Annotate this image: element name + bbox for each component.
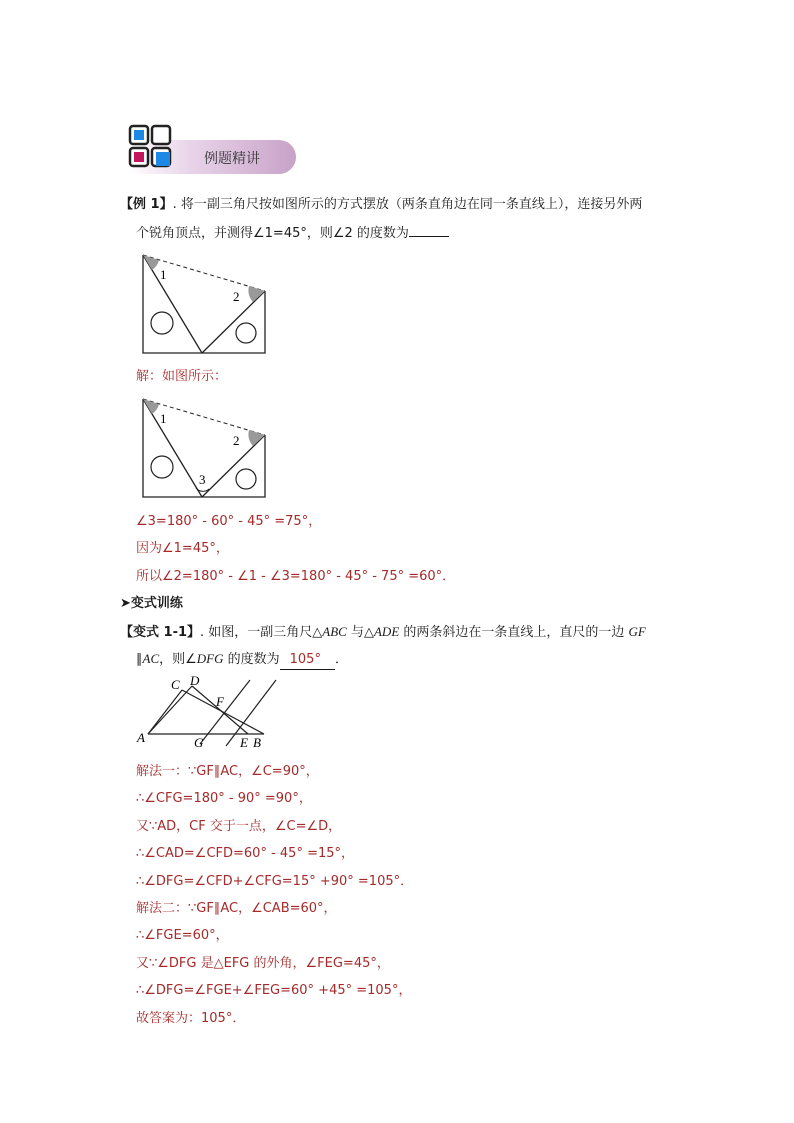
method2-line2: ∴∠FGE=60°， (136, 928, 229, 943)
example1-line2 (136, 222, 449, 243)
method1-line3: 又∵AD，CF 交于一点，∠C=∠D， (136, 819, 342, 834)
method1-line2: ∴∠CFG=180° - 90° =90°， (136, 791, 312, 806)
figure-triangles-2 (138, 394, 270, 502)
variant-text: 与△ (346, 625, 374, 640)
variant-text: . 如图，一副三角尺△ (200, 625, 323, 640)
solution-calc-1: ∠3=180° - 60° - 45° =75°， (136, 514, 322, 529)
variant-line2: ∥AC，则∠DFG 的度数为 105° ． (136, 650, 348, 670)
triangle-abc-label: ABC (322, 624, 347, 639)
answer-value: 105° (289, 652, 321, 667)
variant-text: ，则∠ (159, 652, 197, 667)
method1-line4: ∴∠CAD=∠CFD=60° - 45° =15°， (136, 846, 355, 861)
figure-ruler-triangles (132, 672, 280, 752)
method2-line5: 故答案为：105°． (136, 1011, 246, 1026)
angle-label-3: 3 (199, 472, 206, 487)
angle-label-1: 1 (160, 411, 167, 426)
answer-blank (409, 222, 449, 237)
variant-text: 的两条斜边在一条直线上，直尺的一边 (399, 625, 629, 640)
angle-label-1: 1 (160, 267, 167, 282)
angle-dfg-label: DFG (196, 651, 224, 666)
method1-line1: 解法一：∵GF∥AC，∠C=90°， (136, 764, 319, 779)
point-g-label: G (194, 735, 204, 750)
variant-text: ∥ (136, 652, 143, 667)
solution-calc-3: 所以∠2=180° - ∠1 - ∠3=180° - 45° - 75° =60°． (136, 569, 456, 584)
figure-triangles-1 (138, 250, 270, 358)
point-c-label: C (171, 677, 180, 692)
solution-calc-2: 因为∠1=45°， (136, 541, 229, 556)
solution-label: 解：如图所示： (136, 369, 228, 384)
example1-tag: 【例 1】 (120, 197, 173, 212)
point-b-label: B (253, 735, 261, 750)
banner-title: 例题精讲 (204, 151, 260, 167)
section-heading (120, 595, 183, 613)
segment-ac-label: AC (142, 651, 160, 666)
triangle-ade-label: ADE (373, 624, 400, 639)
segment-gf-label: GF (628, 624, 646, 639)
method2-line1: 解法二：∵GF∥AC，∠CAB=60°， (136, 901, 337, 916)
example1-line1 (120, 196, 642, 214)
point-a-label: A (137, 730, 145, 745)
example1-text2: 个锐角顶点，并测得∠1=45°，则∠2 的度数为 (136, 226, 409, 241)
point-d-label: D (190, 673, 200, 688)
point-e-label: E (240, 735, 248, 750)
grid-logo-icon (124, 122, 180, 174)
arrow-marker-icon: ➤ (120, 596, 131, 611)
method2-line4: ∴∠DFG=∠FGE+∠FEG=60° +45° =105°， (136, 983, 412, 998)
method1-line5: ∴∠DFG=∠CFD+∠CFG=15° +90° =105°． (136, 874, 414, 889)
variant-tag: 【变式 1-1】 (120, 625, 201, 640)
method2-line3: 又∵∠DFG 是△EFG 的外角，∠FEG=45°， (136, 956, 390, 971)
variant-text: 的度数为 (223, 652, 280, 667)
angle-label-2: 2 (233, 433, 240, 448)
example1-text1: . 将一副三角尺按如图所示的方式摆放（两条直角边在同一条直线上），连接另外两 (172, 197, 643, 212)
point-f-label: F (216, 694, 224, 709)
variant-line1 (120, 623, 646, 642)
section-title: 变式训练 (130, 596, 183, 611)
angle-label-2: 2 (233, 289, 240, 304)
